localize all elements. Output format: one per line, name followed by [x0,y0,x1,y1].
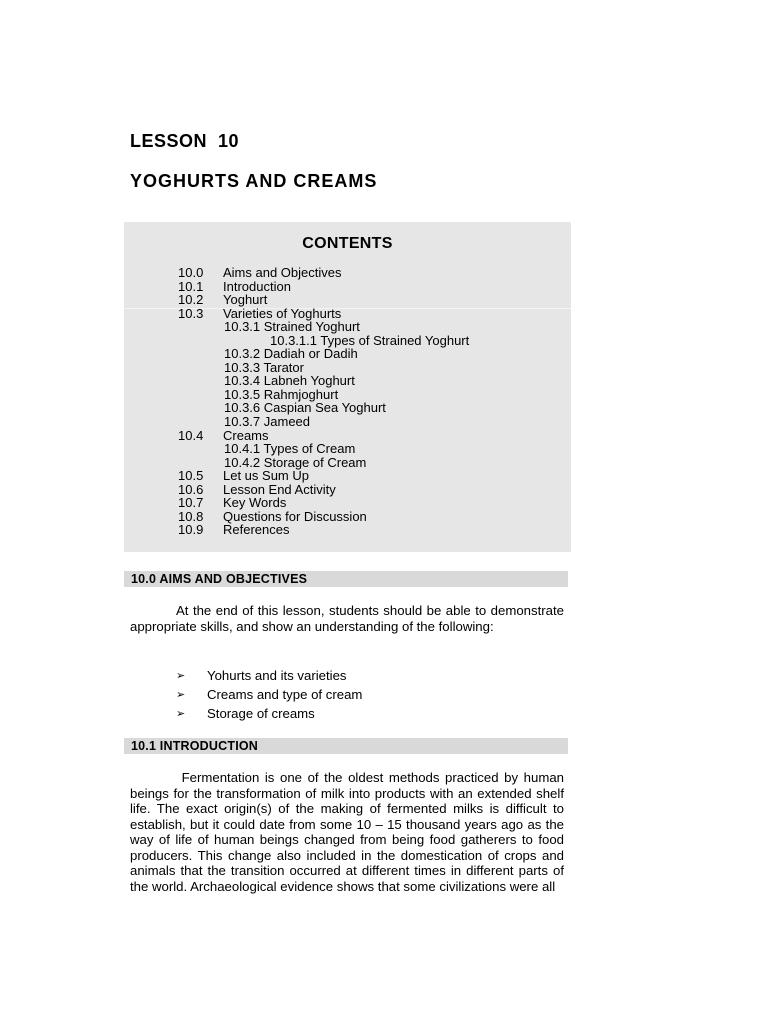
toc-item-label: 10.3.5 Rahmjoghurt [224,386,339,402]
introduction-section-bar [124,738,568,754]
toc-item-label: Lesson End Activity [223,481,336,497]
toc-item-label: 10.4.2 Storage of Cream [224,454,367,470]
aims-heading: 10.0 AIMS AND OBJECTIVES [131,572,308,586]
toc-item [124,401,571,415]
toc-item [124,374,571,388]
introduction-paragraph: Fermentation is one of the oldest methods practiced by human beings for the transformation of milk into products with an extended shelf life. The exact origin(s) of the making of fermented milks is difficult to establish, but it could date from some 10 – 15 thousand years ago as the way of life of human beings changed from being food gatherers to food producers. This change also included in the domestication of crops and animals that the transition occurred at different times in different parts of the world. Archaeological evidence shows that some civilizations were all [130,770,568,894]
toc-item [124,266,571,280]
toc-item [124,456,571,470]
toc-item [124,469,571,483]
toc-item-label: 10.3.1.1 Types of Strained Yoghurt [270,332,470,348]
toc-item-label: 10.3.2 Dadiah or Dadih [224,346,358,362]
aims-section-bar [124,571,568,587]
toc-item [124,483,571,497]
toc-item [124,442,571,456]
introduction-heading: 10.1 INTRODUCTION [131,739,259,753]
toc-item-number: 10.0 [178,265,204,280]
toc-item [124,361,571,375]
toc-item-label: 10.3.3 Tarator [224,359,304,375]
arrowhead-bullet-icon: ➢ [176,670,186,682]
contents-box [124,222,571,552]
toc-item-label: Key Words [223,495,287,511]
toc-item [124,415,571,429]
toc-item-number: 10.9 [178,522,204,538]
toc-item-label: Yoghurt [223,292,268,308]
toc-item-number: 10.7 [178,495,204,511]
toc-item-label: Creams [223,427,269,443]
toc-item [124,334,571,348]
toc-item [124,347,571,361]
toc-item [124,429,571,443]
toc-item-label: 10.3.6 Caspian Sea Yoghurt [224,400,386,416]
toc-item-number: 10.8 [178,508,204,524]
toc-item-label: 10.3.7 Jameed [224,414,311,430]
toc-item-label: 10.3.4 Labneh Yoghurt [224,373,355,389]
aims-paragraph: At the end of this lesson, students should be able to demonstrate appropriate skills, and show an understanding of the following: [130,603,564,634]
toc-item-label: Questions for Discussion [223,508,367,524]
toc-item-label: 10.3.1 Strained Yoghurt [224,319,360,335]
toc-item-number: 10.1 [178,278,204,294]
toc-item-label: References [223,522,290,538]
toc-item [124,280,571,294]
toc-item-number: 10.2 [178,292,204,308]
toc-item-label: Let us Sum Up [223,468,309,484]
contents-heading: CONTENTS [302,235,393,252]
arrowhead-bullet-icon: ➢ [176,708,186,720]
toc-item [124,307,571,321]
toc-item-label: Varieties of Yoghurts [223,305,342,321]
toc-item-label: 10.4.1 Types of Cream [224,441,356,457]
toc-item-number: 10.3 [178,305,204,321]
list-item-text: Yohurts and its varieties [207,668,347,683]
toc-item-number: 10.5 [178,468,204,484]
list-item-text: Storage of creams [207,706,315,721]
toc-item-number: 10.4 [178,427,204,443]
arrowhead-bullet-icon: ➢ [176,689,186,701]
toc-item-number: 10.6 [178,481,204,497]
toc-item [124,388,571,402]
toc-item-label: Aims and Objectives [223,265,342,280]
toc-item [124,510,571,524]
toc-item-label: Introduction [223,278,291,294]
toc-item [124,523,571,537]
list-item-text: Creams and type of cream [207,687,363,702]
toc-item [124,320,571,334]
lesson-number: LESSON 10 [130,131,240,151]
lesson-title: YOGHURTS AND CREAMS [130,171,378,191]
toc-item [124,293,571,307]
table-of-contents [124,266,571,537]
toc-item [124,496,571,510]
